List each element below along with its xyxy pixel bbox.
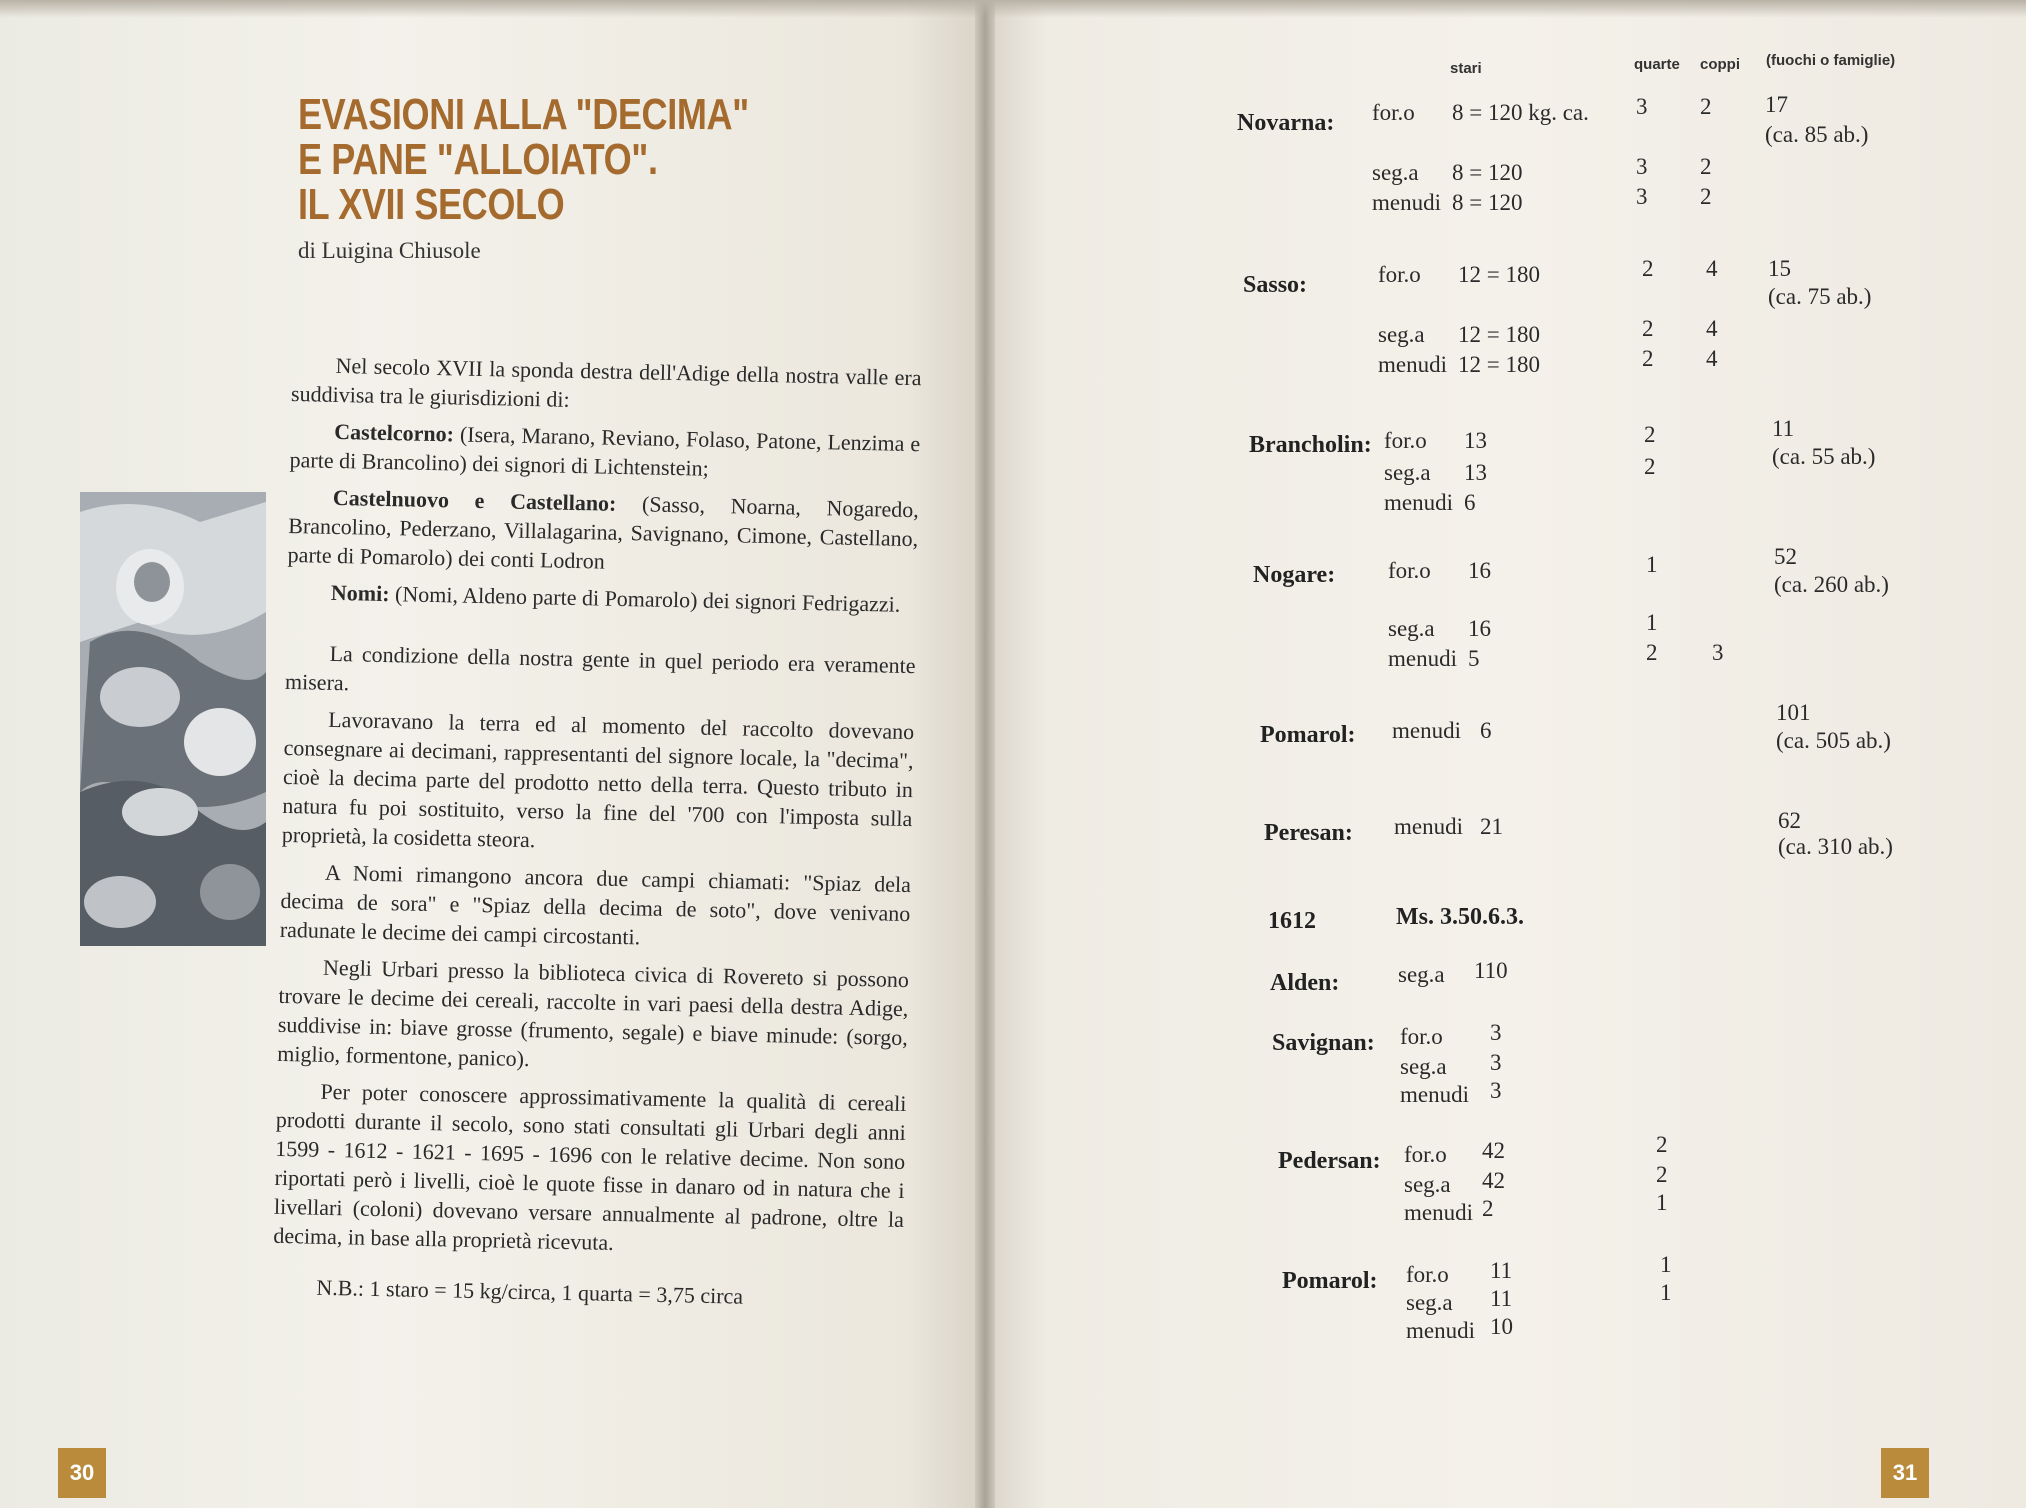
intro-paragraph: Nel secolo XVII la sponda destra dell'Adige della nostra valle era suddivisa tra le giurisdizioni di:	[290, 352, 922, 412]
stari-value: 6	[1464, 490, 1476, 515]
quarte-value: 3	[1636, 94, 1648, 119]
jurisdiction-item	[289, 416, 920, 487]
fuochi-value: 101	[1776, 700, 1811, 725]
cereal-type: menudi	[1388, 646, 1457, 671]
cereal-type: for.o	[1384, 428, 1427, 453]
abitanti-value: (ca. 260 ab.)	[1774, 572, 1889, 597]
illustration-photo	[80, 492, 266, 946]
stari-value: 11	[1490, 1286, 1513, 1311]
jurisdiction-item	[287, 482, 919, 582]
jurisdiction-name: Nomi:	[330, 579, 390, 607]
cereal-type: seg.a	[1372, 160, 1419, 185]
page-number-left: 30	[58, 1448, 106, 1498]
quarte-value: 2	[1644, 422, 1656, 447]
jurisdiction-name: Castelnuovo e Castellano:	[332, 484, 617, 516]
quarte-value: 2	[1656, 1162, 1668, 1187]
cereal-type: for.o	[1400, 1024, 1443, 1049]
stari-value: 3	[1490, 1078, 1502, 1103]
title-line: IL XVII SECOLO	[298, 180, 565, 229]
jurisdiction-name: Castelcorno:	[334, 418, 455, 447]
abitanti-value: (ca. 55 ab.)	[1772, 444, 1876, 469]
cereal-type: for.o	[1388, 558, 1431, 583]
body-paragraph: Per poter conoscere approssimativamente la qualità di cereali prodotti durante il secolo, sono stati consultati gli Urbari degli anni 1599 - 1612 - 1621 - 1695 - 1696 con le relative decime. Non sono riportati però i livelli, cioè le quote fisse in danaro od in natura che i livellari (coloni) dovevano versare annualmente al padrone, oltre la decima, in base alla proprietà ricevuta.	[273, 1078, 907, 1255]
coppi-value: 4	[1706, 316, 1718, 341]
fuochi-value: 15	[1768, 256, 1791, 281]
coppi-value: 3	[1712, 640, 1724, 665]
quarte-value: 2	[1656, 1132, 1668, 1157]
stari-value: 10	[1490, 1314, 1513, 1339]
stari-value: 12 = 180	[1458, 322, 1540, 347]
coppi-value: 2	[1700, 154, 1712, 179]
place-name: Novarna:	[1237, 110, 1335, 136]
quarte-value: 2	[1642, 316, 1654, 341]
stari-value: 3	[1490, 1020, 1502, 1045]
coppi-value: 4	[1706, 256, 1718, 281]
section-year: 1612	[1268, 908, 1316, 934]
abitanti-value: (ca. 75 ab.)	[1768, 284, 1872, 309]
cereal-type: menudi	[1406, 1318, 1475, 1343]
cereal-type: for.o	[1372, 100, 1415, 125]
abitanti-value: (ca. 310 ab.)	[1778, 834, 1893, 859]
cereal-type: seg.a	[1388, 616, 1435, 641]
stari-value: 11	[1490, 1258, 1513, 1283]
header-fuochi: (fuochi o famiglie)	[1766, 52, 1896, 69]
cereal-type: menudi	[1384, 490, 1453, 515]
stari-value: 16	[1468, 616, 1491, 641]
cereal-type: for.o	[1378, 262, 1421, 287]
fuochi-value: 62	[1778, 808, 1801, 833]
stari-value: 13	[1464, 460, 1487, 485]
stari-value: 12 = 180	[1458, 352, 1540, 377]
quarte-value: 1	[1646, 610, 1658, 635]
coppi-value: 2	[1700, 184, 1712, 209]
cereal-type: seg.a	[1384, 460, 1431, 485]
stari-value: 8 = 120	[1452, 160, 1523, 185]
cereal-type: menudi	[1372, 190, 1441, 215]
footnote: N.B.: 1 staro = 15 kg/circa, 1 quarta = 3,75 circa	[316, 1274, 744, 1309]
quarte-value: 1	[1660, 1252, 1672, 1277]
stari-value: 16	[1468, 558, 1491, 583]
body-paragraph: La condizione della nostra gente in quel periodo era veramente misera.	[284, 640, 916, 696]
body-paragraph: Negli Urbari presso la biblioteca civica di Rovereto si possono trovare le decime dei cereali, raccolte in vari paesi della destra Adige, suddivise in: biave grosse (frumento, segale) e biave minude: (sorgo, miglio, formentone, panico).	[277, 954, 910, 1072]
section-ms: Ms. 3.50.6.3.	[1396, 904, 1524, 930]
abitanti-value: (ca. 505 ab.)	[1776, 728, 1891, 753]
place-name: Peresan:	[1264, 820, 1353, 846]
quarte-value: 2	[1644, 454, 1656, 479]
author-byline: di Luigina Chiusole	[298, 238, 481, 263]
place-name: Pomarol:	[1282, 1268, 1378, 1294]
quarte-value: 2	[1646, 640, 1658, 665]
book-gutter	[975, 0, 995, 1508]
cereal-type: seg.a	[1404, 1172, 1451, 1197]
place-name: Savignan:	[1272, 1030, 1375, 1056]
jurisdiction-text: (Isera, Marano, Reviano, Folaso, Patone, Lenzima e parte di Brancolino) dei signori di Lichtenstein;	[289, 421, 921, 481]
stari-value: 5	[1468, 646, 1480, 671]
header-stari: stari	[1450, 60, 1482, 77]
stari-value: 42	[1482, 1168, 1505, 1193]
cereal-type: menudi	[1392, 718, 1461, 743]
stari-value: 13	[1464, 428, 1487, 453]
place-name: Nogare:	[1253, 562, 1336, 588]
cereal-type: seg.a	[1398, 962, 1445, 987]
cereal-type: seg.a	[1378, 322, 1425, 347]
article-title	[298, 92, 757, 227]
cereal-type: seg.a	[1406, 1290, 1453, 1315]
title-line: E PANE "ALLOIATO".	[298, 135, 658, 184]
stari-value: 21	[1480, 814, 1503, 839]
stari-value: 12 = 180	[1458, 262, 1540, 287]
place-name: Alden:	[1270, 970, 1340, 996]
body-paragraph: Lavoravano la terra ed al momento del raccolto dovevano consegnare ai decimani, rappresentanti del signore locale, la "decima", cioè la decima parte del prodotto netto della terra. Questo tributo in natura fu poi sostituito, verso la fine del '700 con l'imposta sulla proprietà, la cosidetta steora.	[281, 706, 915, 853]
stari-value: 110	[1474, 958, 1508, 983]
coppi-value: 2	[1700, 94, 1712, 119]
place-name: Pomarol:	[1260, 722, 1356, 748]
cereal-type: menudi	[1404, 1200, 1473, 1225]
quarte-value: 1	[1646, 552, 1658, 577]
stari-value: 8 = 120 kg. ca.	[1452, 100, 1589, 125]
coppi-value: 4	[1706, 346, 1718, 371]
quarte-value: 1	[1656, 1190, 1668, 1215]
fuochi-value: 52	[1774, 544, 1797, 569]
title-line: EVASIONI ALLA "DECIMA"	[298, 90, 749, 139]
header-quarte: quarte	[1634, 56, 1680, 73]
body-paragraph: A Nomi rimangono ancora due campi chiamati: "Spiaz dela decima de sora" e "Spiaz della decima de soto", dove venivano radunate le decime dei campi circostanti.	[279, 859, 912, 950]
cereal-type: menudi	[1400, 1082, 1469, 1107]
cereal-type: menudi	[1378, 352, 1447, 377]
abitanti-value: (ca. 85 ab.)	[1765, 122, 1869, 147]
jurisdiction-text: (Sasso, Noarna, Nogaredo, Brancolino, Pederzano, Villalagarina, Savignano, Cimone, Castellano, parte di Pomarolo) dei conti Lodron	[287, 490, 920, 574]
stari-value: 2	[1482, 1196, 1494, 1221]
fuochi-value: 11	[1772, 416, 1795, 441]
fuochi-value: 17	[1765, 92, 1788, 117]
quarte-value: 3	[1636, 154, 1648, 179]
place-name: Brancholin:	[1249, 432, 1372, 458]
header-coppi: coppi	[1700, 56, 1740, 73]
article-body	[272, 350, 922, 1322]
cereal-type: menudi	[1394, 814, 1463, 839]
stari-value: 8 = 120	[1452, 190, 1523, 215]
cereal-type: for.o	[1406, 1262, 1449, 1287]
stari-value: 6	[1480, 718, 1492, 743]
jurisdiction-text: (Nomi, Aldeno parte di Pomarolo) dei signori Fedrigazzi.	[389, 581, 901, 617]
stari-value: 3	[1490, 1050, 1502, 1075]
page-number-right: 31	[1881, 1448, 1929, 1498]
cereal-type: for.o	[1404, 1142, 1447, 1167]
quarte-value: 1	[1660, 1280, 1672, 1305]
stari-value: 42	[1482, 1138, 1505, 1163]
quarte-value: 2	[1642, 346, 1654, 371]
page-shadow	[0, 0, 2026, 18]
quarte-value: 3	[1636, 184, 1648, 209]
cereal-type: seg.a	[1400, 1054, 1447, 1079]
place-name: Sasso:	[1243, 272, 1308, 298]
quarte-value: 2	[1642, 256, 1654, 281]
jurisdiction-item	[287, 577, 917, 619]
place-name: Pedersan:	[1278, 1148, 1381, 1174]
